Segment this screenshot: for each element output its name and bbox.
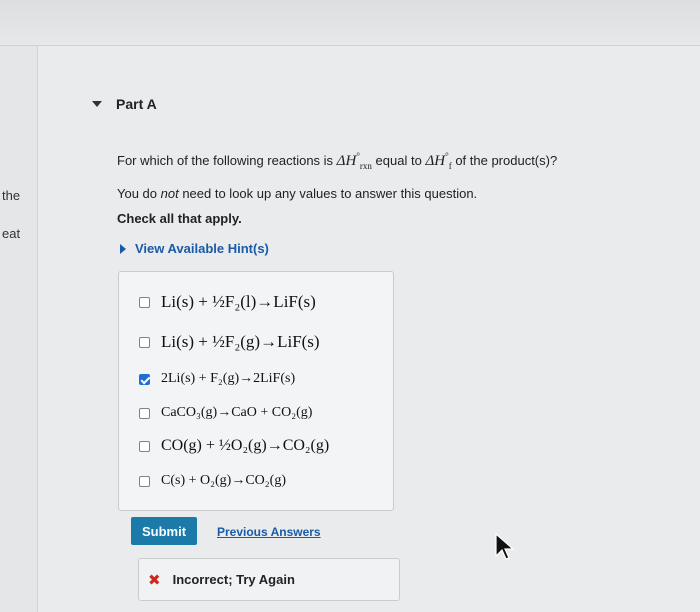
hints-label: View Available Hint(s): [135, 241, 269, 256]
feedback-box: [138, 558, 400, 601]
option-label: Li(s) + ½F₂(l)→LiF(s): [161, 292, 316, 311]
answer-option[interactable]: [139, 405, 312, 421]
question-prefix: For which of the following reactions is: [117, 153, 334, 168]
left-text-fragment: the: [2, 188, 21, 203]
option-label: 2Li(s) + F₂(g)→2LiF(s): [161, 371, 296, 386]
answer-options: [118, 271, 394, 511]
answer-option[interactable]: [139, 292, 316, 312]
answer-option[interactable]: [139, 437, 329, 455]
caret-down-icon: [92, 101, 102, 107]
part-title: Part A: [116, 96, 157, 112]
feedback-text: Incorrect; Try Again: [172, 572, 295, 587]
delta-h-f: $\Delta H^\circ_f$: [425, 151, 452, 171]
answer-option[interactable]: [139, 371, 295, 387]
checkbox[interactable]: [139, 441, 150, 452]
view-hints-link[interactable]: [120, 241, 269, 256]
left-text-fragment: eat: [2, 226, 21, 241]
submit-button[interactable]: Submit: [131, 517, 197, 545]
part-a-toggle[interactable]: [92, 96, 157, 112]
instruction-text: You do not need to look up any values to answer this question.: [117, 186, 478, 201]
option-label: C(s) + O₂(g)→CO₂(g): [161, 473, 286, 488]
answer-option[interactable]: [139, 473, 286, 489]
left-column: [0, 46, 38, 612]
answer-option[interactable]: [139, 332, 320, 352]
checkbox[interactable]: [139, 408, 150, 419]
option-label: CaCO₃(g)→CaO + CO₂(g): [161, 405, 313, 420]
checkbox[interactable]: [139, 297, 150, 308]
checkbox-checked[interactable]: [139, 374, 150, 385]
question-middle: equal to: [375, 153, 422, 168]
option-label: Li(s) + ½F₂(g)→LiF(s): [161, 332, 320, 351]
caret-right-icon: [120, 244, 126, 254]
checkbox[interactable]: [139, 337, 150, 348]
x-icon: ✖: [148, 571, 161, 589]
question-text: [117, 151, 557, 171]
delta-h-rxn: $\Delta H^\circ_{rxn}$: [336, 151, 372, 171]
top-band: [0, 0, 700, 46]
question-suffix: of the product(s)?: [455, 153, 558, 168]
check-all-label: Check all that apply.: [117, 211, 242, 226]
option-label: CO(g) + ½O₂(g)→CO₂(g): [161, 437, 330, 454]
checkbox[interactable]: [139, 476, 150, 487]
previous-answers-link[interactable]: Previous Answers: [217, 525, 321, 539]
mouse-cursor-icon: [494, 532, 518, 562]
